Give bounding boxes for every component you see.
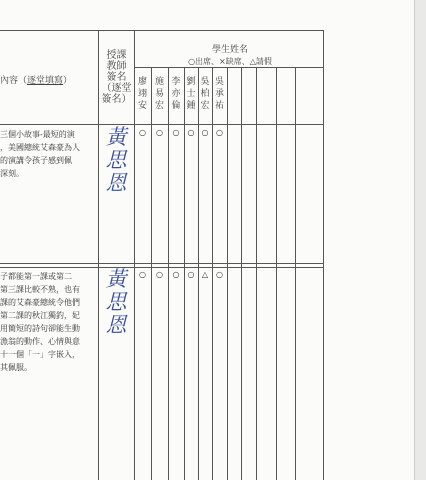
- attendance-mark: ○: [139, 128, 146, 137]
- student-name: 吳承祐: [214, 77, 224, 111]
- student-name: 劉士鍾: [186, 77, 196, 111]
- student-column-line: [256, 67, 257, 480]
- teacher-signature: 黃思恩: [105, 267, 127, 337]
- attendance-mark: △: [201, 270, 209, 279]
- attendance-mark: ○: [156, 128, 163, 137]
- teacher-signature: 黃思恩: [105, 125, 127, 195]
- content-header: 內容（逐堂填寫）: [0, 76, 73, 86]
- attendance-legend: ○出席、×缺席、△請假: [188, 57, 272, 66]
- student-column-line: [295, 67, 296, 480]
- line-top: [0, 30, 324, 31]
- attendance-mark: ○: [172, 270, 180, 279]
- attendance-mark: ○: [187, 270, 195, 279]
- line-table-right: [323, 30, 324, 480]
- attendance-mark: ○: [139, 270, 146, 279]
- teacher-signature-header: 授課 教師 簽名 （逐堂 簽名）: [101, 50, 132, 105]
- attendance-mark: ○: [216, 270, 223, 279]
- student-name: 吳柏宏: [200, 77, 210, 111]
- student-column-line: [241, 67, 242, 480]
- attendance-mark: ○: [172, 128, 180, 137]
- student-name: 施易宏: [154, 77, 164, 111]
- attendance-mark: ○: [187, 128, 195, 137]
- student-name: 李亦倫: [171, 77, 181, 111]
- attendance-mark: ○: [201, 128, 209, 137]
- row-1-content: 三個小故事-最短的演 ，美國總統艾森豪為人 的演講令孩子感到佩 深刻。: [0, 130, 80, 178]
- page-edge: [414, 0, 426, 480]
- student-column-line: [227, 67, 228, 480]
- attendance-mark: ○: [156, 270, 163, 279]
- student-column-line: [168, 67, 169, 480]
- student-column-line: [151, 67, 152, 480]
- line-teacher-right: [134, 30, 135, 480]
- student-name: 廖翊安: [137, 77, 147, 111]
- students-title: 學生姓名: [211, 45, 248, 55]
- student-column-line: [276, 67, 277, 480]
- row-2-content: 子都能第一課或第二 第三課比較不熟，也有 課的艾森豪總統令他們 第二課的秋江獨釣，妃 用簡短的詩句卻能生動 漁翁的動作、心情與意 十一個「一」字嵌入， 其佩服。: [0, 272, 80, 372]
- attendance-mark: ○: [216, 128, 223, 137]
